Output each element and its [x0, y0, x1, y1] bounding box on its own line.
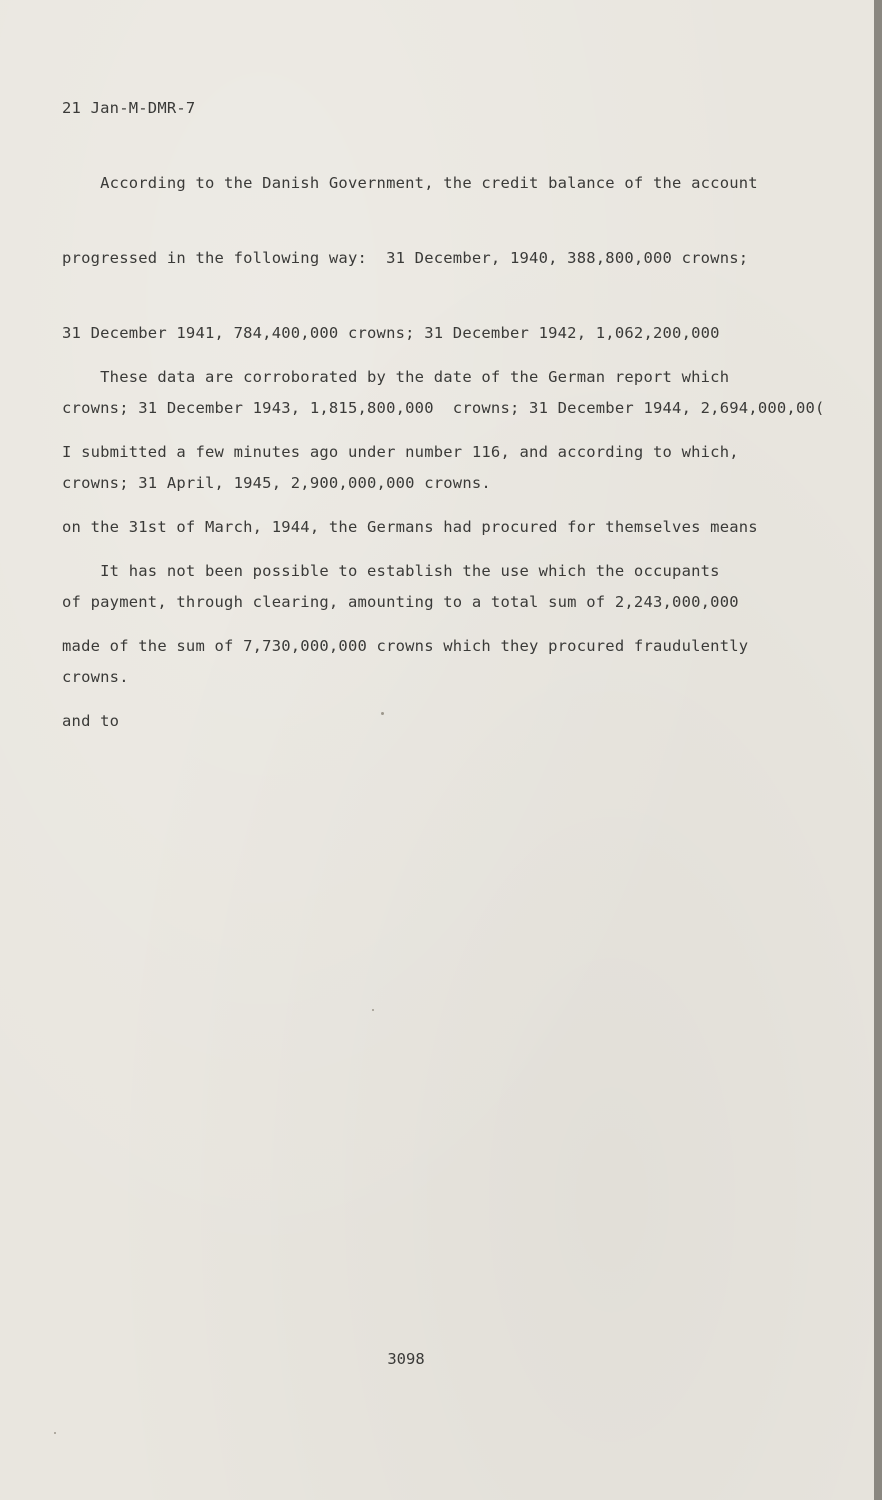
- text-line: on the 31st of March, 1944, the Germans had procured for themselves means: [62, 518, 758, 536]
- paper-speck: [381, 712, 384, 715]
- paper-speck: [372, 1009, 374, 1011]
- text-line: made of the sum of 7,730,000,000 crowns which they procured fraudulently: [62, 637, 749, 655]
- document-reference: 21 Jan-M-DMR-7: [62, 99, 196, 117]
- text-line: It has not been possible to establish the use which the occupants: [62, 562, 720, 580]
- page-number: 3098: [387, 1350, 425, 1368]
- text-line: These data are corroborated by the date of the German report which: [62, 368, 730, 386]
- paper-speck: [54, 1432, 56, 1434]
- paragraph-use-of-sum: [62, 516, 748, 777]
- text-line: 31 December 1941, 784,400,000 crowns; 31 December 1942, 1,062,200,000: [62, 324, 720, 342]
- text-line: progressed in the following way: 31 December, 1940, 388,800,000 crowns;: [62, 249, 749, 267]
- text-line: crowns; 31 April, 1945, 2,900,000,000 crowns.: [62, 474, 491, 492]
- text-line: crowns; 31 December 1943, 1,815,800,000 crowns; 31 December 1944, 2,694,000,00(: [62, 399, 825, 417]
- text-line: and to: [62, 712, 120, 730]
- text-line: crowns.: [62, 668, 129, 686]
- text-line: According to the Danish Government, the credit balance of the account: [62, 174, 758, 192]
- text-line: of payment, through clearing, amounting to a total sum of 2,243,000,000: [62, 593, 739, 611]
- text-line: I submitted a few minutes ago under number 116, and according to which,: [62, 443, 739, 461]
